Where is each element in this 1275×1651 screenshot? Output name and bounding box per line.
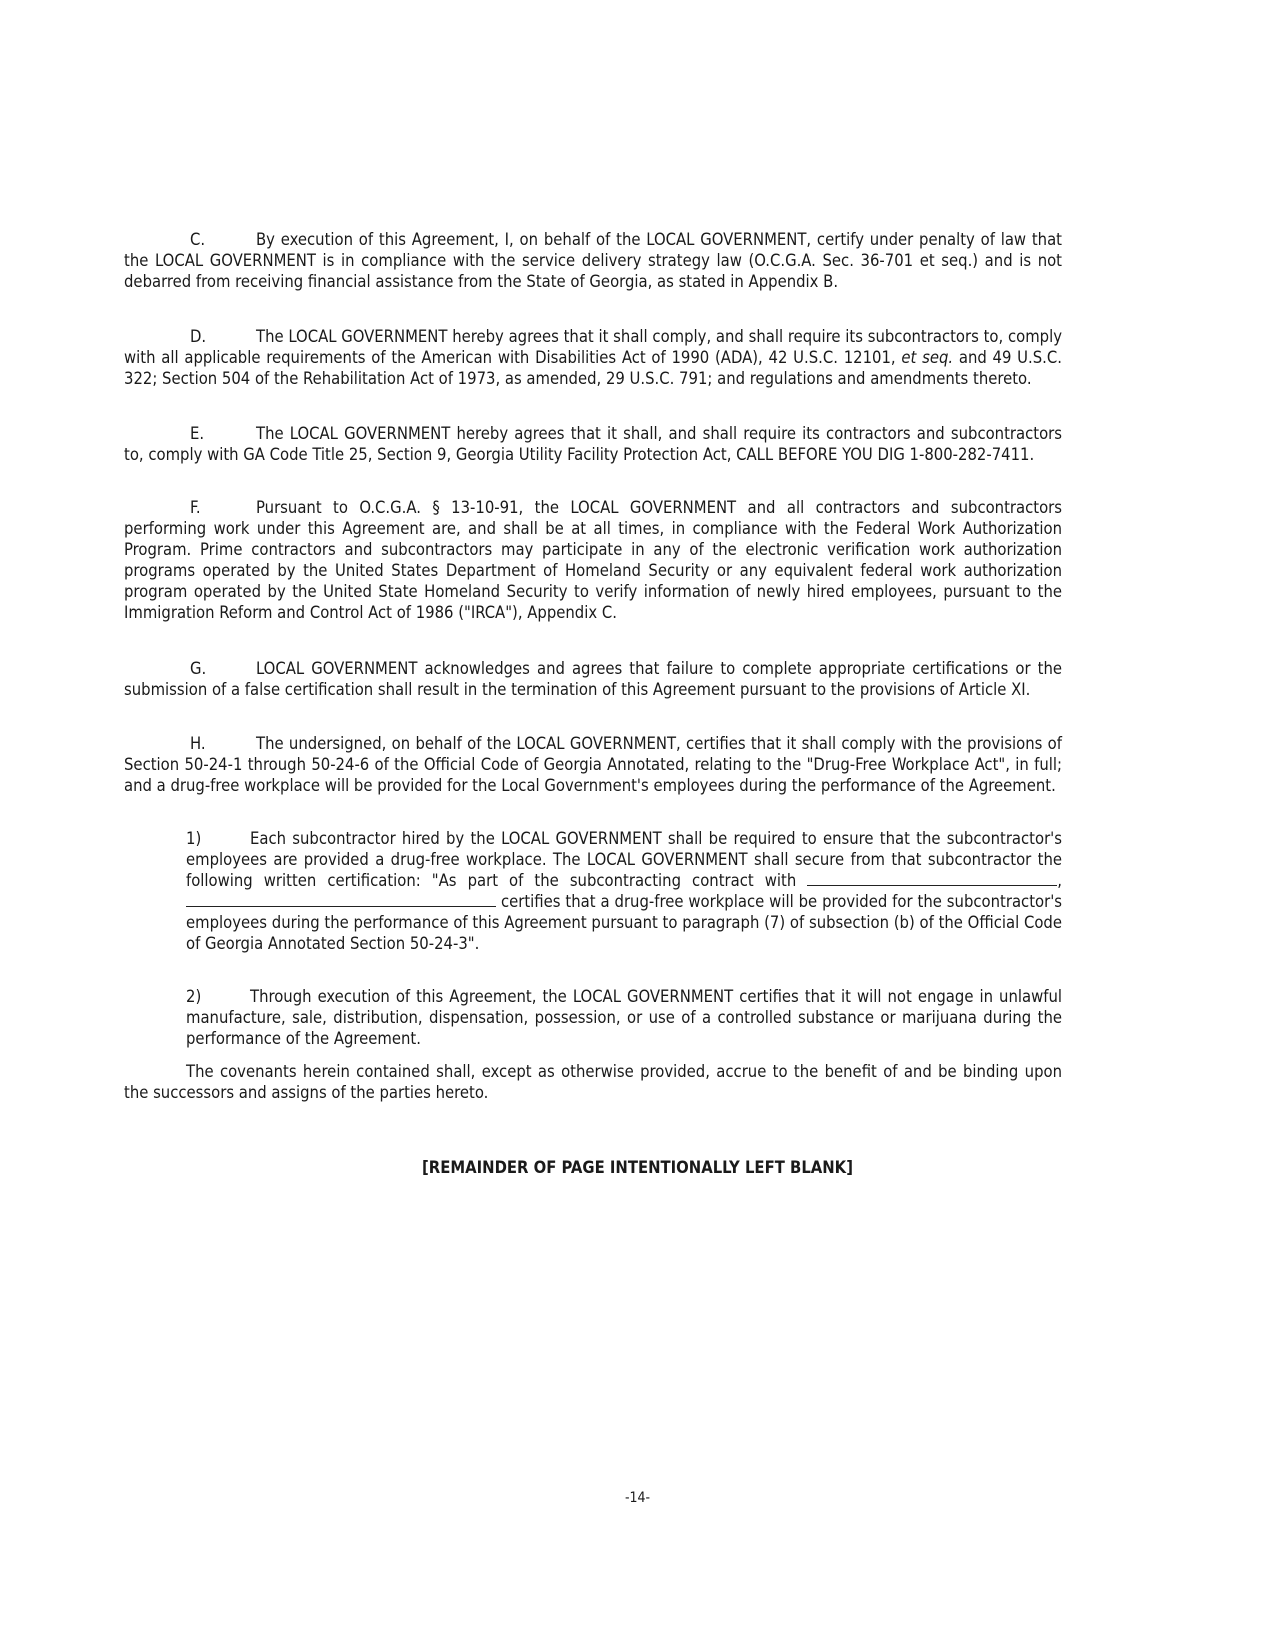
page-number: -14- (624, 1490, 651, 1506)
paragraph-label: F. (190, 498, 201, 517)
paragraph-text: Pursuant to O.C.G.A. § 13-10-91, the LOCAL GOVERNMENT and all contractors and subcontractors performing work under this Agreement are, and shall be at all times, in compliance with the Federal Work Authorization Program. Prime contractors and subcontractors may participate in any of the electronic verification work authorization programs operated by the United States Department of Homeland Security or any equivalent federal work authorization program operated by the United State Homeland Security to verify information of newly hired employees, pursuant to the Immigration Reform and Control Act of 1986 ("IRCA"), Appendix C. (124, 498, 1062, 622)
paragraph-e (124, 423, 1062, 465)
subparagraph-2 (186, 986, 1062, 1049)
comma: , (1057, 871, 1063, 890)
paragraph-c (124, 229, 1062, 292)
paragraph-text: Each subcontractor hired by the LOCAL GOVERNMENT shall be required to ensure that the subcontractor's employees are provided a drug-free workplace. The LOCAL GOVERNMENT shall secure from that subcontractor the following written certification: "As part of the subcontracting contract with (186, 829, 1062, 890)
paragraph-text: Through execution of this Agreement, the LOCAL GOVERNMENT certifies that it will not engage in unlawful manufacture, sale, distribution, dispensation, possession, or use of a controlled substance or marijuana during the performance of the Agreement. (186, 987, 1062, 1048)
remainder-notice: [REMAINDER OF PAGE INTENTIONALLY LEFT BLANK] (422, 1158, 853, 1177)
paragraph-label: E. (190, 424, 205, 443)
blank-line-subcontractor (186, 892, 496, 907)
paragraph-label: C. (190, 230, 206, 249)
paragraph-text: The undersigned, on behalf of the LOCAL GOVERNMENT, certifies that it shall comply with the provisions of Section 50-24-1 through 50-24-6 of the Official Code of Georgia Annotated, relating to the "Drug-Free Workplace Act", in full; and a drug-free workplace will be provided for the Local Government's employees during the performance of the Agreement. (124, 734, 1062, 795)
paragraph-label: H. (190, 734, 206, 753)
paragraph-label: 1) (186, 829, 202, 848)
paragraph-text: and 49 U.S.C. 322; Section 504 of the Rehabilitation Act of 1973, as amended, 29 U.S.C. 791; and regulations and amendments thereto. (124, 348, 1062, 388)
paragraph-label: 2) (186, 987, 202, 1006)
paragraph-f (124, 497, 1062, 623)
paragraph-g (124, 658, 1062, 700)
paragraph-h (124, 733, 1062, 796)
paragraph-text: By execution of this Agreement, I, on behalf of the LOCAL GOVERNMENT, certify under penalty of law that the LOCAL GOVERNMENT is in compliance with the service delivery strategy law (O.C.G.A. Sec. 36-701 et seq.) and is not debarred from receiving financial assistance from the State of Georgia, as stated in Appendix B. (124, 230, 1062, 291)
blank-line-contractor (807, 871, 1057, 886)
paragraph-text: The LOCAL GOVERNMENT hereby agrees that it shall, and shall require its contractors and subcontractors to, comply with GA Code Title 25, Section 9, Georgia Utility Facility Protection Act, CALL BEFORE YOU DIG 1-800-282-7411. (124, 424, 1062, 464)
covenants-paragraph: The covenants herein contained shall, except as otherwise provided, accrue to the benefit of and be binding upon the successors and assigns of the parties hereto. (124, 1062, 1062, 1102)
paragraph-text: LOCAL GOVERNMENT acknowledges and agrees that failure to complete appropriate certifications or the submission of a false certification shall result in the termination of this Agreement pursuant to the provisions of Article XI. (124, 659, 1062, 699)
paragraph-d (124, 326, 1062, 389)
paragraph-text: The LOCAL GOVERNMENT hereby agrees that it shall comply, and shall require its subcontractors to, comply with all applicable requirements of the American with Disabilities Act of 1990 (ADA), 42 U.S.C. 12101, (124, 327, 1062, 367)
paragraph-text: certifies that a drug-free workplace will be provided for the subcontractor's employees during the performance of this Agreement pursuant to paragraph (7) of subsection (b) of the Official Code of Georgia Annotated Section 50-24-3". (186, 892, 1063, 953)
paragraph-label: G. (190, 659, 207, 678)
paragraph-label: D. (190, 327, 207, 346)
italic-text: et seq. (901, 348, 954, 367)
subparagraph-1 (186, 828, 1062, 954)
